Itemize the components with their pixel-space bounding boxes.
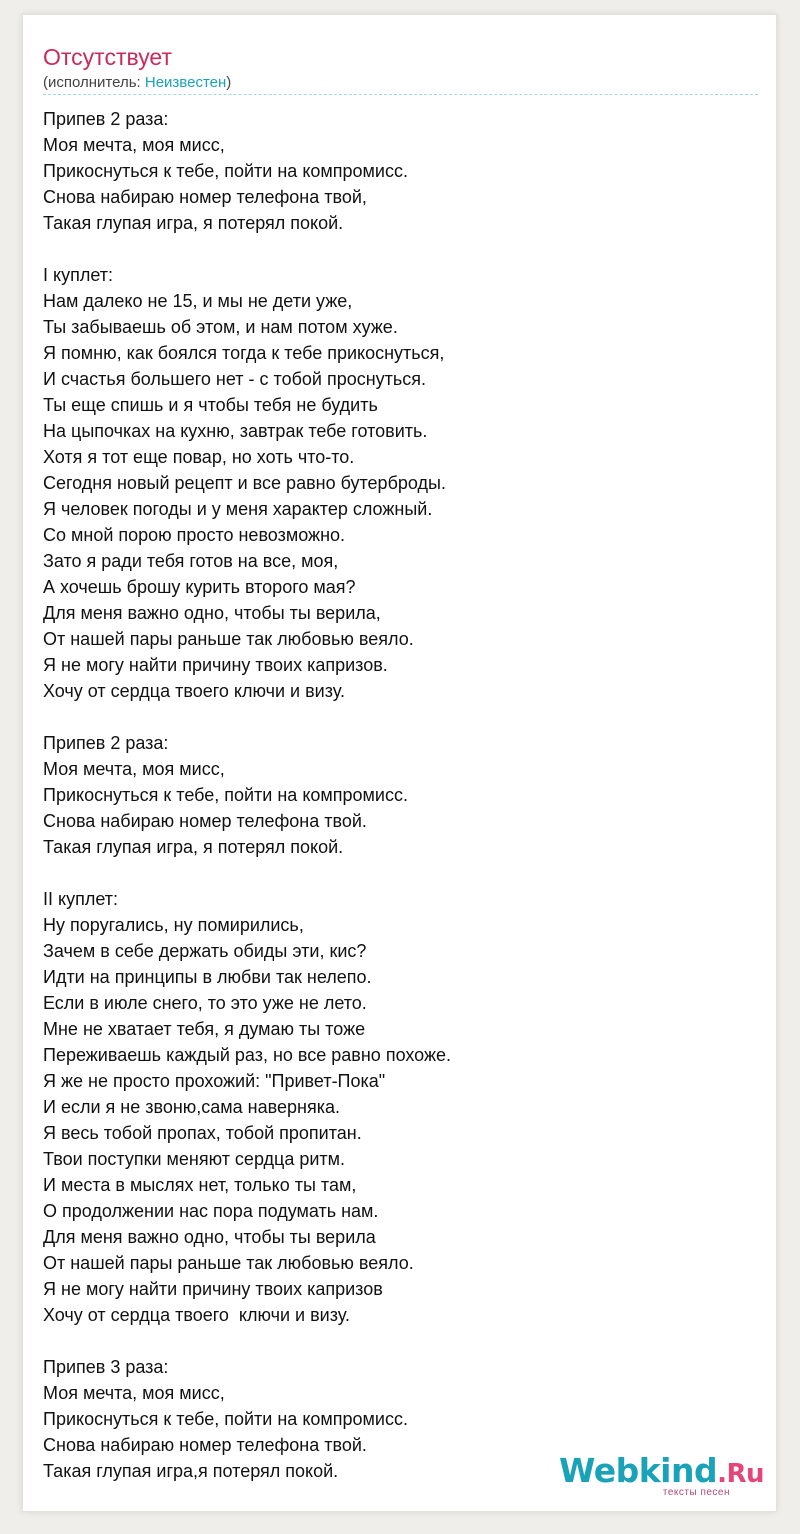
lyric-line: Для меня важно одно, чтобы ты верила	[43, 1227, 376, 1247]
artist-suffix: )	[226, 74, 232, 91]
lyric-blank-line	[43, 704, 758, 730]
lyric-line: Идти на принципы в любви так нелепо.	[43, 967, 372, 987]
lyric-line: Такая глупая игра,я потерял покой.	[43, 1461, 339, 1481]
lyric-line: От нашей пары раньше так любовью веяло.	[43, 629, 414, 649]
lyric-line: Зато я ради тебя готов на все, моя,	[43, 551, 339, 571]
lyric-line: Если в июле снего, то это уже не лето.	[43, 993, 367, 1013]
lyric-line: Мне не хватает тебя, я думаю ты тоже	[43, 1019, 366, 1039]
lyric-line: От нашей пары раньше так любовью веяло.	[43, 1253, 414, 1273]
lyric-line: О продолжении нас пора подумать нам.	[43, 1201, 379, 1221]
lyric-line: Такая глупая игра, я потерял покой.	[43, 837, 344, 857]
lyric-line: Ну поругались, ну помирились,	[43, 915, 304, 935]
lyric-line: Хочу от сердца твоего ключи и визу.	[43, 681, 345, 701]
lyric-line: Я не могу найти причину твоих капризов.	[43, 655, 388, 675]
lyric-line: Припев 3 раза:	[43, 1357, 169, 1377]
lyric-line: Я помню, как боялся тогда к тебе прикоснуться,	[43, 343, 445, 363]
lyric-blank-line	[43, 860, 758, 886]
logo-word: Webkind	[558, 1451, 718, 1490]
webkind-logo[interactable]	[558, 1451, 764, 1498]
lyric-line: Снова набираю номер телефона твой,	[43, 187, 367, 207]
lyric-line: Такая глупая игра, я потерял покой.	[43, 213, 344, 233]
artist-link[interactable]: Неизвестен	[144, 74, 227, 91]
logo-tld: .Ru	[717, 1459, 764, 1489]
lyric-line: Моя мечта, моя мисс,	[43, 135, 225, 155]
lyric-line: Зачем в себе держать обиды эти, кис?	[43, 941, 367, 961]
lyric-line: Ты забываешь об этом, и нам потом хуже.	[43, 317, 398, 337]
lyric-line: Сегодня новый рецепт и все равно бутерброды.	[43, 473, 446, 493]
lyric-line: А хочешь брошу курить второго мая?	[43, 577, 356, 597]
lyric-line: И счастья большего нет - с тобой проснуться.	[43, 369, 427, 389]
lyric-line: И если я не звоню,сама наверняка.	[43, 1097, 340, 1117]
lyric-line: Моя мечта, моя мисс,	[43, 759, 225, 779]
lyric-line: Моя мечта, моя мисс,	[43, 1383, 225, 1403]
lyric-line: Нам далеко не 15, и мы не дети уже,	[43, 291, 353, 311]
artist-prefix: (исполнитель:	[43, 74, 145, 91]
lyric-blank-line	[43, 236, 758, 262]
lyrics-card	[22, 14, 777, 1512]
lyric-line: Хотя я тот еще повар, но хоть что-то.	[43, 447, 355, 467]
lyric-line: Прикоснуться к тебе, пойти на компромисс.	[43, 161, 408, 181]
lyric-line: Я человек погоды и у меня характер сложный.	[43, 499, 433, 519]
lyric-line: Прикоснуться к тебе, пойти на компромисс.	[43, 1409, 408, 1429]
lyric-line: Переживаешь каждый раз, но все равно похоже.	[43, 1045, 452, 1065]
lyric-line: Я не могу найти причину твоих капризов	[43, 1279, 383, 1299]
lyric-line: Ты еще спишь и я чтобы тебя не будить	[43, 395, 378, 415]
logo-tagline: тексты песен	[662, 1487, 730, 1498]
lyric-line: I куплет:	[43, 265, 113, 285]
lyric-line: Твои поступки меняют сердца ритм.	[43, 1149, 346, 1169]
lyric-line: На цыпочках на кухню, завтрак тебе готовить.	[43, 421, 428, 441]
lyrics-text	[43, 106, 758, 1484]
title-divider	[43, 94, 758, 95]
lyric-blank-line	[43, 1328, 758, 1354]
lyric-line: II куплет:	[43, 889, 118, 909]
lyric-line: Снова набираю номер телефона твой.	[43, 1435, 367, 1455]
logo-wordmark	[559, 1453, 764, 1492]
lyric-line: Прикоснуться к тебе, пойти на компромисс.	[43, 785, 408, 805]
lyric-line: Для меня важно одно, чтобы ты верила,	[43, 603, 381, 623]
lyric-line: Припев 2 раза:	[43, 733, 169, 753]
lyric-line: Припев 2 раза:	[43, 109, 169, 129]
lyric-line: Я весь тобой пропах, тобой пропитан.	[43, 1123, 362, 1143]
lyric-line: Со мной порою просто невозможно.	[43, 525, 346, 545]
lyric-line: Я же не просто прохожий: "Привет-Пока"	[43, 1071, 386, 1091]
song-title: Отсутствует	[43, 44, 172, 70]
lyric-line: И места в мыслях нет, только ты там,	[43, 1175, 357, 1195]
artist-line	[43, 73, 231, 93]
lyric-line: Хочу от сердца твоего ключи и визу.	[43, 1305, 350, 1325]
lyric-line: Снова набираю номер телефона твой.	[43, 811, 367, 831]
